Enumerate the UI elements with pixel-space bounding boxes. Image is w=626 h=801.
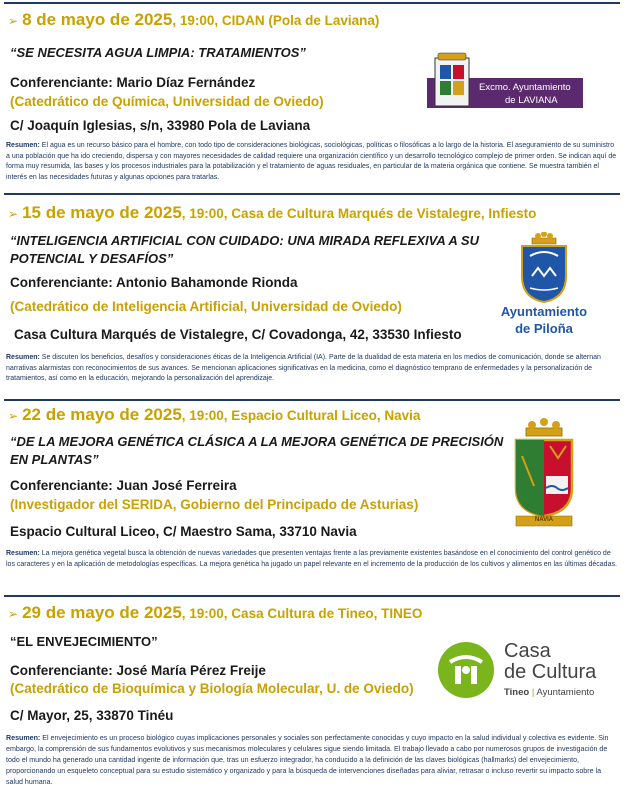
event-4-date-line — [8, 603, 422, 623]
event-3-affiliation: (Investigador del SERIDA, Gobierno del Principado de Asturias) — [10, 497, 419, 512]
event-1-summary — [6, 141, 618, 183]
event-1-date: 8 de mayo de 2025 — [22, 10, 173, 29]
event-1-title: “SE NECESITA AGUA LIMPIA: TRATAMIENTOS” — [10, 45, 306, 60]
event-4-title: “EL ENVEJECIMIENTO” — [10, 634, 158, 649]
event-4-affiliation: (Catedrático de Bioquímica y Biología Molecular, U. de Oviedo) — [10, 681, 414, 696]
pilona-logo — [494, 232, 594, 340]
tineo-casa-cultura-icon — [436, 640, 496, 700]
event-1-date-line — [8, 10, 379, 30]
bullet-arrow-icon: ➢ — [8, 207, 19, 221]
summary-text: El envejecimiento es un proceso biológico cuyas implicaciones personales y sociales son perfectamente conocidas y cuyo impacto en la salud individual y colectiva es evidente. Sin embargo, la comprensión de sus fundamentos evolutivos y sus mecanismos moleculares y celulares sigue siendo limitada. El trabajo llevado a cabo por numerosos grupos de investigación de todo el mundo ha generado una cantidad ingente de información que, tras un esfuerzo integrador, ha conducido a la definición de las claves biológicas (hallmarks) del envejecimiento, proporcionando un esqueleto conceptual para su estudio sistemático y organizado y para la búsqueda de intervenciones diseñadas para aliviar, retrasar o incluso revertir su impacto sobre la salud humana. — [6, 734, 609, 786]
summary-text: El agua es un recurso básico para el hombre, con todo tipo de consideraciones biológicas, sociológicas, políticas o filosóficas a lo largo de la historia. El aseguramiento de su suministro a una población que ha ido creciendo, dispersa y con mayores necesidades de calidad requiere una organización científico y un desarrollo tecnológico complejo de primer orden. Se indican aquí de forma muy resumida, las bases y los procesos industriales para la potabilización y el tratamiento de aguas residuales, en particular de la materia orgánica que contiene. Se muestra también el interés en las necesidades futuras y algunas opciones para tratarlas. — [6, 142, 617, 181]
laviana-logo — [427, 47, 583, 115]
navia-crest-icon — [506, 416, 582, 532]
event-3-date-line — [8, 405, 420, 425]
event-1-time-place: , 19:00, CIDAN (Pola de Laviana) — [172, 13, 380, 28]
pilona-logo-line1: Ayuntamiento — [500, 304, 588, 319]
event-3-title: “DE LA MEJORA GENÉTICA CLÁSICA A LA MEJORA GENÉTICA DE PRECISIÓN EN PLANTAS” — [10, 434, 504, 467]
event-2-date-line — [8, 203, 536, 223]
event-1-address: C/ Joaquín Iglesias, s/n, 33980 Pola de Laviana — [10, 118, 311, 133]
event-2-title: “INTELIGENCIA ARTIFICIAL CON CUIDADO: UNA MIRADA REFLEXIVA A SU POTENCIAL Y DESAFÍOS” — [10, 233, 479, 266]
tineo-logo — [436, 640, 620, 700]
pilona-logo-line2: de Piloña — [515, 321, 573, 336]
event-3-time-place: , 19:00, Espacio Cultural Liceo, Navia — [181, 408, 421, 423]
event-2-affiliation: (Catedrático de Inteligencia Artificial, Universidad de Oviedo) — [10, 299, 402, 314]
summary-text: La mejora genética vegetal busca la obtención de nuevas variedades que presenten ventajas frente a las previamente existentes basándose en el conocimiento del control genético de los caracteres y en la aplicación de metodologías específicas. La mejora genética ha jugado un papel relevante en el incremento de la producción de los cultivos y alimentos en las últimas décadas. — [6, 550, 617, 568]
event-4-speaker: Conferenciante: José María Pérez Freije — [10, 663, 266, 678]
navia-logo — [506, 416, 582, 532]
event-2-date: 15 de mayo de 2025 — [22, 203, 182, 222]
event-4-address: C/ Mayor, 25, 33870 Tinéu — [10, 708, 174, 723]
summary-label: Resumen: — [6, 142, 40, 149]
event-3-summary — [6, 549, 618, 570]
event-1-speaker: Conferenciante: Mario Díaz Fernández — [10, 75, 256, 90]
tineo-logo-line1: Casa — [504, 640, 551, 662]
summary-label: Resumen: — [6, 550, 40, 557]
tineo-logo-town: Tineo — [504, 687, 530, 698]
bullet-arrow-icon: ➢ — [8, 14, 19, 28]
summary-label: Resumen: — [6, 734, 41, 742]
event-3-address: Espacio Cultural Liceo, C/ Maestro Sama, 33710 Navia — [10, 524, 357, 539]
event-4-summary — [6, 733, 618, 788]
tineo-logo-ayuntamiento: Ayuntamiento — [536, 687, 595, 698]
bullet-arrow-icon: ➢ — [8, 409, 19, 423]
event-4-date: 29 de mayo de 2025 — [22, 603, 182, 622]
summary-label: Resumen: — [6, 354, 40, 361]
event-3-date: 22 de mayo de 2025 — [22, 405, 182, 424]
event-1-affiliation: (Catedrático de Química, Universidad de Oviedo) — [10, 94, 324, 109]
event-2-summary — [6, 353, 618, 385]
divider — [4, 595, 620, 597]
bullet-arrow-icon: ➢ — [8, 607, 19, 621]
pilona-crest-icon — [494, 232, 594, 304]
divider — [4, 193, 620, 195]
divider — [4, 399, 620, 401]
tineo-logo-line3 — [504, 687, 594, 698]
event-3-speaker: Conferenciante: Juan José Ferreira — [10, 478, 237, 493]
event-4-time-place: , 19:00, Casa Cultura de Tineo, TINEO — [181, 606, 423, 621]
tineo-logo-separator: | — [531, 687, 535, 698]
tineo-logo-line2: de Cultura — [504, 661, 597, 683]
laviana-logo-line2: de LAVIANA — [505, 95, 558, 106]
summary-text: Se discuten los beneficios, desafíos y consideraciones éticas de la Inteligencia Artificial (IA). Parte de la dualidad de esta materia en los medios de comunicación, donde se alternan narrativas alarmistas con reconocimientos de sus avances. Se mencionan aplicaciones significativas en la medicina, como el diagnóstico temprano de enfermedades y la personalización de tratamientos, así como en la educación, mejorando la personalización del aprendizaje. — [6, 354, 601, 382]
event-2-time-place: , 19:00, Casa de Cultura Marqués de Vistalegre, Infiesto — [181, 206, 537, 221]
laviana-logo-line1: Excmo. Ayuntamiento — [479, 82, 571, 93]
event-2-address: Casa Cultura Marqués de Vistalegre, C/ Covadonga, 42, 33530 Infiesto — [14, 327, 462, 342]
event-2-speaker: Conferenciante: Antonio Bahamonde Rionda — [10, 275, 298, 290]
divider — [4, 2, 620, 4]
navia-logo-label: NAVIA — [534, 517, 554, 523]
